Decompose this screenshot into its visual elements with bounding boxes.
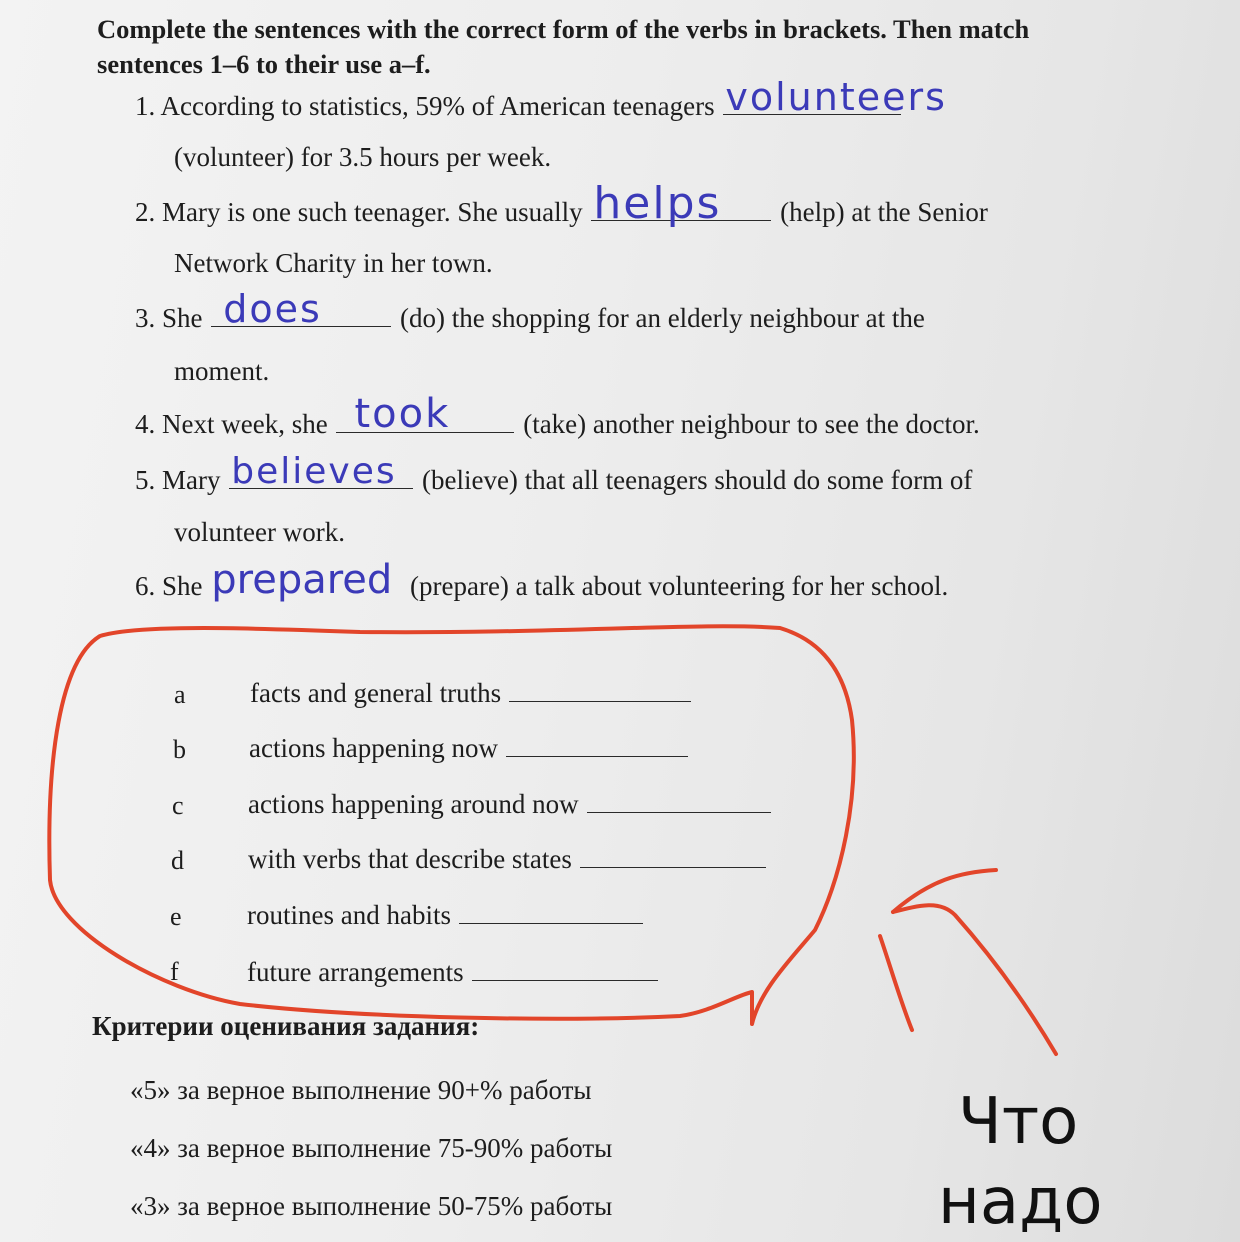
use-text: actions happening around now xyxy=(248,789,579,819)
annotation-line-2: надо xyxy=(938,1165,1103,1239)
sentence-2-continued: Network Charity in her town. xyxy=(174,248,493,278)
use-text: actions happening now xyxy=(249,733,498,763)
sentence-text-after: (help) at the Senior xyxy=(780,197,988,227)
sentence-5 xyxy=(135,451,973,497)
sentence-number: 5. xyxy=(135,465,156,495)
sentence-2 xyxy=(135,178,988,229)
answer-blank-1[interactable] xyxy=(723,75,947,119)
sentence-5-continued: volunteer work. xyxy=(174,517,345,547)
use-answer-blank[interactable] xyxy=(459,901,643,924)
use-letter: d xyxy=(171,846,184,875)
use-answer-blank[interactable] xyxy=(472,958,658,981)
sentence-text-after: (believe) that all teenagers should do some form of xyxy=(421,465,973,495)
use-text: facts and general truths xyxy=(250,678,502,708)
use-answer-blank[interactable] xyxy=(506,734,688,757)
sentence-1 xyxy=(135,75,947,123)
sentence-text-after: (prepare) a talk about volunteering for her school. xyxy=(410,571,949,601)
sentence-number: 1. xyxy=(135,91,156,121)
sentence-text: According to statistics, 59% of American teenagers xyxy=(160,91,715,121)
answer-blank-6[interactable] xyxy=(211,557,401,603)
red-arrow-shaft xyxy=(893,905,1056,1054)
criteria-item: «5» за верное выполнение 90+% работы xyxy=(130,1075,592,1105)
answer-blank-4[interactable] xyxy=(336,391,514,437)
sentence-text: She xyxy=(162,303,203,333)
sentence-3 xyxy=(135,287,925,335)
sentence-text: Next week, she xyxy=(162,409,328,439)
annotation-line-1: Что xyxy=(958,1085,1079,1159)
use-item-f xyxy=(247,955,658,989)
criteria-item: «4» за верное выполнение 75-90% работы xyxy=(130,1133,613,1163)
use-item-c xyxy=(248,787,771,821)
use-letter: e xyxy=(170,902,182,931)
use-text: with verbs that describe states xyxy=(248,844,572,874)
sentence-number: 2. xyxy=(135,197,156,227)
criteria-item: «3» за верное выполнение 50-75% работы xyxy=(130,1191,613,1221)
use-letter: c xyxy=(172,791,184,820)
criteria-title: Критерии оценивания задания: xyxy=(92,1011,480,1041)
handwritten-answer: took xyxy=(354,391,451,437)
use-letter: b xyxy=(173,735,186,764)
sentence-3-continued: moment. xyxy=(174,356,270,386)
sentence-text: She xyxy=(162,571,203,601)
handwritten-answer: does xyxy=(223,287,322,331)
use-letter: a xyxy=(174,680,186,709)
use-letter: f xyxy=(170,957,179,986)
sentence-number: 6. xyxy=(135,571,156,601)
answer-blank-2[interactable] xyxy=(591,178,771,229)
sentence-text-after: (do) the shopping for an elderly neighbour at the xyxy=(400,303,925,333)
annotation-text xyxy=(938,1082,1103,1242)
sentence-4 xyxy=(135,391,980,441)
handwritten-answer: volunteers xyxy=(725,75,947,119)
handwritten-answer: helps xyxy=(593,178,722,229)
use-item-d xyxy=(248,842,766,876)
red-arrow-head xyxy=(880,870,996,1030)
sentence-text-after: (take) another neighbour to see the doctor. xyxy=(523,409,980,439)
use-text: future arrangements xyxy=(247,957,464,987)
use-item-e xyxy=(247,898,643,932)
use-item-b xyxy=(249,731,688,765)
use-answer-blank[interactable] xyxy=(580,845,766,868)
sentence-6 xyxy=(135,557,949,603)
sentence-number: 3. xyxy=(135,303,156,333)
sentence-number: 4. xyxy=(135,409,156,439)
answer-blank-3[interactable] xyxy=(211,287,391,331)
exercise-instructions: Complete the sentences with the correct form of the verbs in brackets. Then match sentences 1–6 to their use a–f. xyxy=(97,14,1030,79)
use-text: routines and habits xyxy=(247,900,451,930)
sentence-1-continued: (volunteer) for 3.5 hours per week. xyxy=(174,142,552,172)
sentence-text: Mary is one such teenager. She usually xyxy=(162,197,583,227)
use-item-a xyxy=(250,676,691,710)
answer-blank-5[interactable] xyxy=(229,451,413,492)
use-answer-blank[interactable] xyxy=(509,679,691,702)
sentence-text: Mary xyxy=(162,465,221,495)
use-answer-blank[interactable] xyxy=(587,790,771,813)
handwritten-answer: prepared xyxy=(211,557,393,603)
handwritten-answer: believes xyxy=(231,451,397,492)
